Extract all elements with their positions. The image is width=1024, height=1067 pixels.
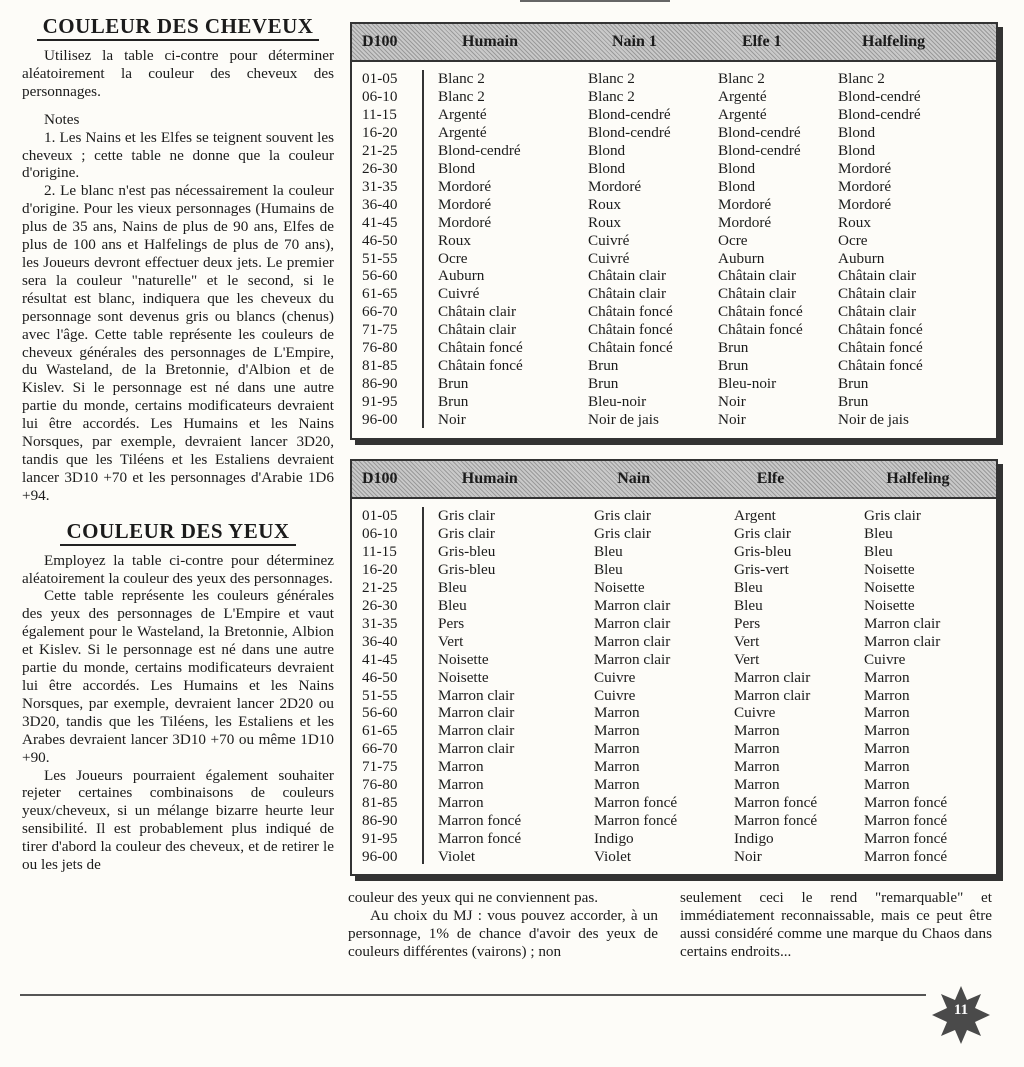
table-cell: Marron [864, 758, 910, 776]
table-cell: Roux [588, 195, 621, 213]
table-cell: Blanc 2 [438, 87, 485, 105]
table-cell: Marron [734, 776, 780, 794]
table-cell: Blond-cendré [588, 123, 671, 141]
bottom-text-line: couleur des yeux qui ne conviennent pas. [348, 889, 599, 906]
table-cell: Noisette [864, 578, 915, 596]
table-cell: Blond [588, 159, 626, 177]
table-cell: Auburn [838, 249, 885, 267]
hair-nain-column [588, 70, 718, 429]
table-cell: Brun [438, 375, 469, 393]
table-cell: 71-75 [362, 758, 398, 776]
table-cell: Châtain clair [838, 303, 917, 321]
table-cell: 61-65 [362, 722, 398, 740]
table-cell: Marron [864, 776, 910, 794]
table-cell: 16-20 [362, 123, 398, 141]
table-cell: 66-70 [362, 303, 398, 321]
table-cell: Marron clair [438, 686, 515, 704]
table-cell: Roux [838, 213, 871, 231]
table-cell: Châtain foncé [718, 321, 803, 339]
table-cell: Noir [718, 393, 746, 411]
table-cell: Argent [734, 507, 776, 524]
table-cell: Marron foncé [864, 848, 948, 866]
table-cell: 81-85 [362, 794, 398, 812]
table-cell: Bleu [438, 596, 467, 614]
table-cell: Blanc 2 [718, 70, 765, 87]
table-cell: Noir [718, 411, 746, 429]
table-cell: 36-40 [362, 195, 398, 213]
table-cell: Mordoré [838, 195, 892, 213]
table-cell: 46-50 [362, 668, 398, 686]
eyes-elfe-column [734, 507, 864, 866]
header-nain: Nain 1 [612, 33, 657, 50]
table-cell: Blond [838, 123, 876, 141]
table-cell: Cuivre [594, 668, 636, 686]
footer-rule [20, 994, 926, 996]
table-cell: 26-30 [362, 596, 398, 614]
table-cell: Marron foncé [734, 812, 818, 830]
table-cell: Châtain clair [438, 321, 517, 339]
bottom-text-col-2 [680, 889, 992, 961]
table-cell: Blond-cendré [838, 87, 921, 105]
table-cell: Mordoré [438, 213, 492, 231]
header-humain: Humain [461, 470, 518, 487]
table-cell: Marron clair [594, 614, 671, 632]
table-cell: Cuivre [594, 686, 636, 704]
table-cell: Bleu [594, 542, 623, 560]
table-cell: Brun [588, 375, 619, 393]
table-cell: Blond [588, 141, 626, 159]
table-cell: Marron [594, 758, 640, 776]
table-cell: Marron foncé [594, 812, 678, 830]
table-cell: Châtain foncé [718, 303, 803, 321]
table-cell: Châtain clair [438, 303, 517, 321]
table-cell: 61-65 [362, 285, 398, 303]
table-cell: Marron foncé [438, 830, 522, 848]
hair-table-header [352, 24, 996, 62]
table-cell: 96-00 [362, 848, 398, 866]
table-cell: Marron [594, 722, 640, 740]
table-cell: Cuivre [864, 650, 906, 668]
table-cell: Marron [864, 686, 910, 704]
table-cell: Roux [438, 231, 471, 249]
table-cell: Châtain clair [718, 267, 797, 285]
table-cell: 71-75 [362, 321, 398, 339]
table-cell: 86-90 [362, 375, 398, 393]
table-cell: 06-10 [362, 87, 398, 105]
table-cell: Marron clair [438, 704, 515, 722]
left-column [22, 14, 334, 874]
table-cell: Marron foncé [594, 794, 678, 812]
table-cell: Gris clair [594, 524, 651, 542]
hair-color-table [350, 22, 998, 440]
table-cell: Bleu [734, 578, 763, 596]
table-cell: Blanc 2 [438, 70, 485, 87]
table-cell: Cuivré [588, 249, 630, 267]
table-cell: Châtain clair [588, 285, 667, 303]
hair-elfe-column [718, 70, 838, 429]
table-cell: Vert [438, 632, 464, 650]
table-cell: Marron clair [438, 740, 515, 758]
table-cell: 16-20 [362, 560, 398, 578]
hair-note-1: 1. Les Nains et les Elfes se teignent souvent les cheveux ; cette table ne donne que la couleur d'origine. [22, 128, 334, 182]
eyes-table-header [352, 461, 996, 499]
table-cell: Cuivré [588, 231, 630, 249]
table-cell: Marron clair [734, 668, 811, 686]
hair-section-title: COULEUR DES CHEVEUX [22, 14, 334, 39]
table-cell: Pers [438, 614, 465, 632]
table-cell: Noir de jais [838, 411, 909, 429]
bottom-text-col-1 [348, 889, 658, 961]
table-cell: Mordoré [838, 177, 892, 195]
table-cell: Marron foncé [864, 830, 948, 848]
table-cell: Pers [734, 614, 761, 632]
table-cell: Blanc 2 [588, 87, 635, 105]
table-cell: Blond [718, 177, 756, 195]
table-cell: Marron [438, 776, 484, 794]
table-cell: Mordoré [588, 177, 642, 195]
table-cell: Cuivre [734, 704, 776, 722]
table-cell: Bleu [734, 596, 763, 614]
table-cell: Mordoré [438, 177, 492, 195]
table-cell: Châtain foncé [438, 339, 523, 357]
table-cell: Gris-bleu [438, 560, 496, 578]
table-cell: Châtain clair [588, 267, 667, 285]
table-cell: Gris-bleu [734, 542, 792, 560]
table-cell: Noir de jais [588, 411, 659, 429]
table-cell: Châtain clair [838, 285, 917, 303]
table-cell: Châtain foncé [588, 339, 673, 357]
table-cell: Marron [864, 704, 910, 722]
hair-intro: Utilisez la table ci-contre pour déterminer aléatoirement la couleur des cheveux des personnages. [22, 47, 334, 100]
table-cell: Brun [838, 393, 869, 411]
table-cell: Blond [438, 159, 476, 177]
table-cell: 76-80 [362, 339, 398, 357]
table-cell: 31-35 [362, 177, 398, 195]
top-rule [520, 0, 670, 2]
table-cell: Argenté [718, 87, 767, 105]
header-elfe: Elfe [756, 470, 785, 487]
table-cell: 01-05 [362, 70, 398, 87]
table-cell: Gris-vert [734, 560, 789, 578]
table-cell: Mordoré [838, 159, 892, 177]
table-cell: Châtain foncé [588, 303, 673, 321]
table-cell: 86-90 [362, 812, 398, 830]
table-cell: Ocre [838, 231, 868, 249]
table-cell: 36-40 [362, 632, 398, 650]
table-cell: Marron clair [438, 722, 515, 740]
header-halfeling: Halfeling [886, 470, 950, 487]
table-cell: Marron foncé [864, 812, 948, 830]
eyes-players-note: Les Joueurs pourraient également souhaiter rejeter certaines combinaisons de couleurs yeux/cheveux, si un mélange bizarre heurte leur sensibilité. Il est probablement plus indiqué de tirer d'abord la couleur des cheveux, et de retirer le ou les jets de [22, 766, 334, 874]
table-cell: Gris clair [438, 524, 495, 542]
table-cell: Gris clair [734, 524, 791, 542]
table-cell: Marron clair [864, 632, 941, 650]
table-cell: Vert [734, 650, 760, 668]
table-cell: Brun [718, 357, 749, 375]
table-cell: Argenté [438, 123, 487, 141]
table-cell: 01-05 [362, 507, 398, 524]
header-nain: Nain [617, 470, 651, 487]
table-cell: Blond [838, 141, 876, 159]
header-humain: Humain [462, 33, 519, 50]
eyes-nain-column [594, 507, 734, 866]
table-cell: Marron [864, 668, 910, 686]
table-cell: Ocre [438, 249, 468, 267]
table-cell: Blanc 2 [588, 70, 635, 87]
table-cell: Bleu-noir [588, 393, 647, 411]
table-cell: 91-95 [362, 393, 398, 411]
eyes-section-title: COULEUR DES YEUX [22, 519, 334, 544]
header-d100: D100 [362, 33, 398, 50]
table-cell: Châtain foncé [838, 357, 923, 375]
table-cell: 06-10 [362, 524, 398, 542]
table-cell: Brun [438, 393, 469, 411]
table-cell: Mordoré [718, 213, 772, 231]
table-cell: Auburn [438, 267, 485, 285]
table-cell: Marron [734, 758, 780, 776]
eyes-halfeling-column [864, 507, 974, 866]
table-cell: Violet [438, 848, 476, 866]
table-cell: Marron clair [594, 650, 671, 668]
table-cell: Châtain foncé [838, 339, 923, 357]
table-cell: 26-30 [362, 159, 398, 177]
table-cell: 51-55 [362, 686, 398, 704]
table-cell: Gris clair [864, 507, 921, 524]
table-cell: Gris clair [438, 507, 495, 524]
table-cell: 96-00 [362, 411, 398, 429]
table-cell: Violet [594, 848, 632, 866]
table-cell: Blond-cendré [438, 141, 521, 159]
hair-d100-column [352, 70, 424, 428]
table-cell: Ocre [718, 231, 748, 249]
table-cell: 76-80 [362, 776, 398, 794]
table-cell: Argenté [438, 105, 487, 123]
table-cell: Blond [718, 159, 756, 177]
table-cell: Gris-bleu [438, 542, 496, 560]
table-cell: Marron [594, 776, 640, 794]
table-cell: Châtain clair [838, 267, 917, 285]
table-cell: Brun [588, 357, 619, 375]
table-cell: Noisette [438, 668, 489, 686]
table-cell: 41-45 [362, 213, 398, 231]
table-cell: Marron clair [734, 686, 811, 704]
table-cell: Marron [594, 704, 640, 722]
table-cell: Gris clair [594, 507, 651, 524]
table-cell: 91-95 [362, 830, 398, 848]
table-cell: 56-60 [362, 267, 398, 285]
table-cell: Marron [438, 794, 484, 812]
table-cell: Marron clair [864, 614, 941, 632]
table-cell: Marron [864, 740, 910, 758]
table-cell: 21-25 [362, 141, 398, 159]
hair-note-2: 2. Le blanc n'est pas nécessairement la couleur d'origine. Pour les vieux personnages (Humains de plus de 35 ans, Nains de plus de 90 ans, Elfes de plus de 100 ans et Halfelings de plus de 70 ans), les Joueurs devront effectuer deux jets. Le premier sera la couleur "naturelle" et le second, si le résultat est blanc, indiquera que les cheveux du personnage sont devenus gris ou blancs (chenus) avec l'âge. Cette table représente les couleurs de cheveux générales des personnages de L'Empire, du Wasteland, de la Bretonnie, d'Albion et de Kislev. Si le personnage est né dans une autre partie du monde, certains modificateurs devraient lui être accordés. Les Humains et les Nains Norsques, par exemple, devraient lancer 3D20, tandis que les Tiléens et les Estaliens devraient lancer 3D10 +70 et les personnages d'Arabie 1D6 +94. [22, 182, 334, 504]
table-cell: Noir [734, 848, 762, 866]
table-cell: Blond-cendré [838, 105, 921, 123]
table-cell: 11-15 [362, 542, 397, 560]
table-cell: Châtain clair [718, 285, 797, 303]
table-cell: Auburn [718, 249, 765, 267]
table-cell: Blond-cendré [588, 105, 671, 123]
table-cell: Marron [438, 758, 484, 776]
table-cell: Marron [734, 740, 780, 758]
table-cell: Cuivré [438, 285, 480, 303]
table-cell: Mordoré [718, 195, 772, 213]
table-cell: Bleu [438, 578, 467, 596]
hair-humain-column [438, 70, 588, 429]
table-cell: Bleu [864, 524, 893, 542]
table-cell: 31-35 [362, 614, 398, 632]
table-cell: Argenté [718, 105, 767, 123]
table-cell: Châtain foncé [838, 321, 923, 339]
notes-title: Notes [44, 110, 80, 128]
table-cell: Marron foncé [438, 812, 522, 830]
table-cell: Mordoré [438, 195, 492, 213]
table-cell: Marron clair [594, 632, 671, 650]
table-cell: Marron foncé [734, 794, 818, 812]
table-cell: 11-15 [362, 105, 397, 123]
table-cell: Bleu [594, 560, 623, 578]
bottom-text-mj: Au choix du MJ : vous pouvez accorder, à un personnage, 1% de chance d'avoir des yeux de couleurs différentes (vairons) ; non [348, 907, 658, 960]
table-cell: Marron foncé [864, 794, 948, 812]
table-cell: Blanc 2 [838, 70, 885, 87]
table-cell: 46-50 [362, 231, 398, 249]
table-cell: Noisette [594, 578, 645, 596]
table-cell: Roux [588, 213, 621, 231]
table-cell: Marron [594, 740, 640, 758]
eyes-body: Cette table représente les couleurs générales des yeux des personnages de L'Empire et vaut également pour le Wasteland, la Bretonnie, Albion et Kislev. Si le personnage est né dans une autre partie du monde, certains modificateurs devraient lui être accordés. Les Humains et les Nains Norsques, par exemple, devraient lancer 2D20 ou 3D20, tandis que les Tiléens, les Estaliens et les Arabes devraient lancer 3D10 +70 ou même 1D10 +90. [22, 587, 334, 766]
table-cell: 81-85 [362, 357, 398, 375]
table-cell: Indigo [594, 830, 634, 848]
header-d100: D100 [362, 470, 398, 487]
table-cell: Indigo [734, 830, 774, 848]
eye-color-table [350, 459, 998, 876]
table-cell: Marron [734, 722, 780, 740]
page-number: 11 [953, 1002, 969, 1018]
table-cell: Bleu-noir [718, 375, 777, 393]
table-cell: 51-55 [362, 249, 398, 267]
eyes-d100-column [352, 507, 424, 864]
table-cell: Noisette [864, 596, 915, 614]
table-cell: Brun [838, 375, 869, 393]
table-cell: Noisette [864, 560, 915, 578]
table-cell: Bleu [864, 542, 893, 560]
table-cell: Noisette [438, 650, 489, 668]
header-halfeling: Halfeling [862, 33, 926, 50]
table-cell: Blond-cendré [718, 123, 801, 141]
table-cell: Noir [438, 411, 466, 429]
table-cell: 56-60 [362, 704, 398, 722]
table-cell: Châtain foncé [438, 357, 523, 375]
table-cell: Brun [718, 339, 749, 357]
eyes-intro: Employez la table ci-contre pour déterminez aléatoirement la couleur des yeux des personnages. [22, 551, 334, 587]
table-cell: 66-70 [362, 740, 398, 758]
table-cell: 41-45 [362, 650, 398, 668]
table-cell: Châtain foncé [588, 321, 673, 339]
eyes-humain-column [438, 507, 594, 866]
hair-halfeling-column [838, 70, 958, 429]
table-cell: Vert [734, 632, 760, 650]
header-elfe: Elfe 1 [742, 33, 782, 50]
table-cell: Marron clair [594, 596, 671, 614]
table-cell: 21-25 [362, 578, 398, 596]
bottom-text-chaos: seulement ceci le rend "remarquable" et immédiatement reconnaissable, mais ce peut être aussi considéré comme une marque du Chaos dans certains endroits... [680, 889, 992, 960]
table-cell: Blond-cendré [718, 141, 801, 159]
table-cell: Marron [864, 722, 910, 740]
